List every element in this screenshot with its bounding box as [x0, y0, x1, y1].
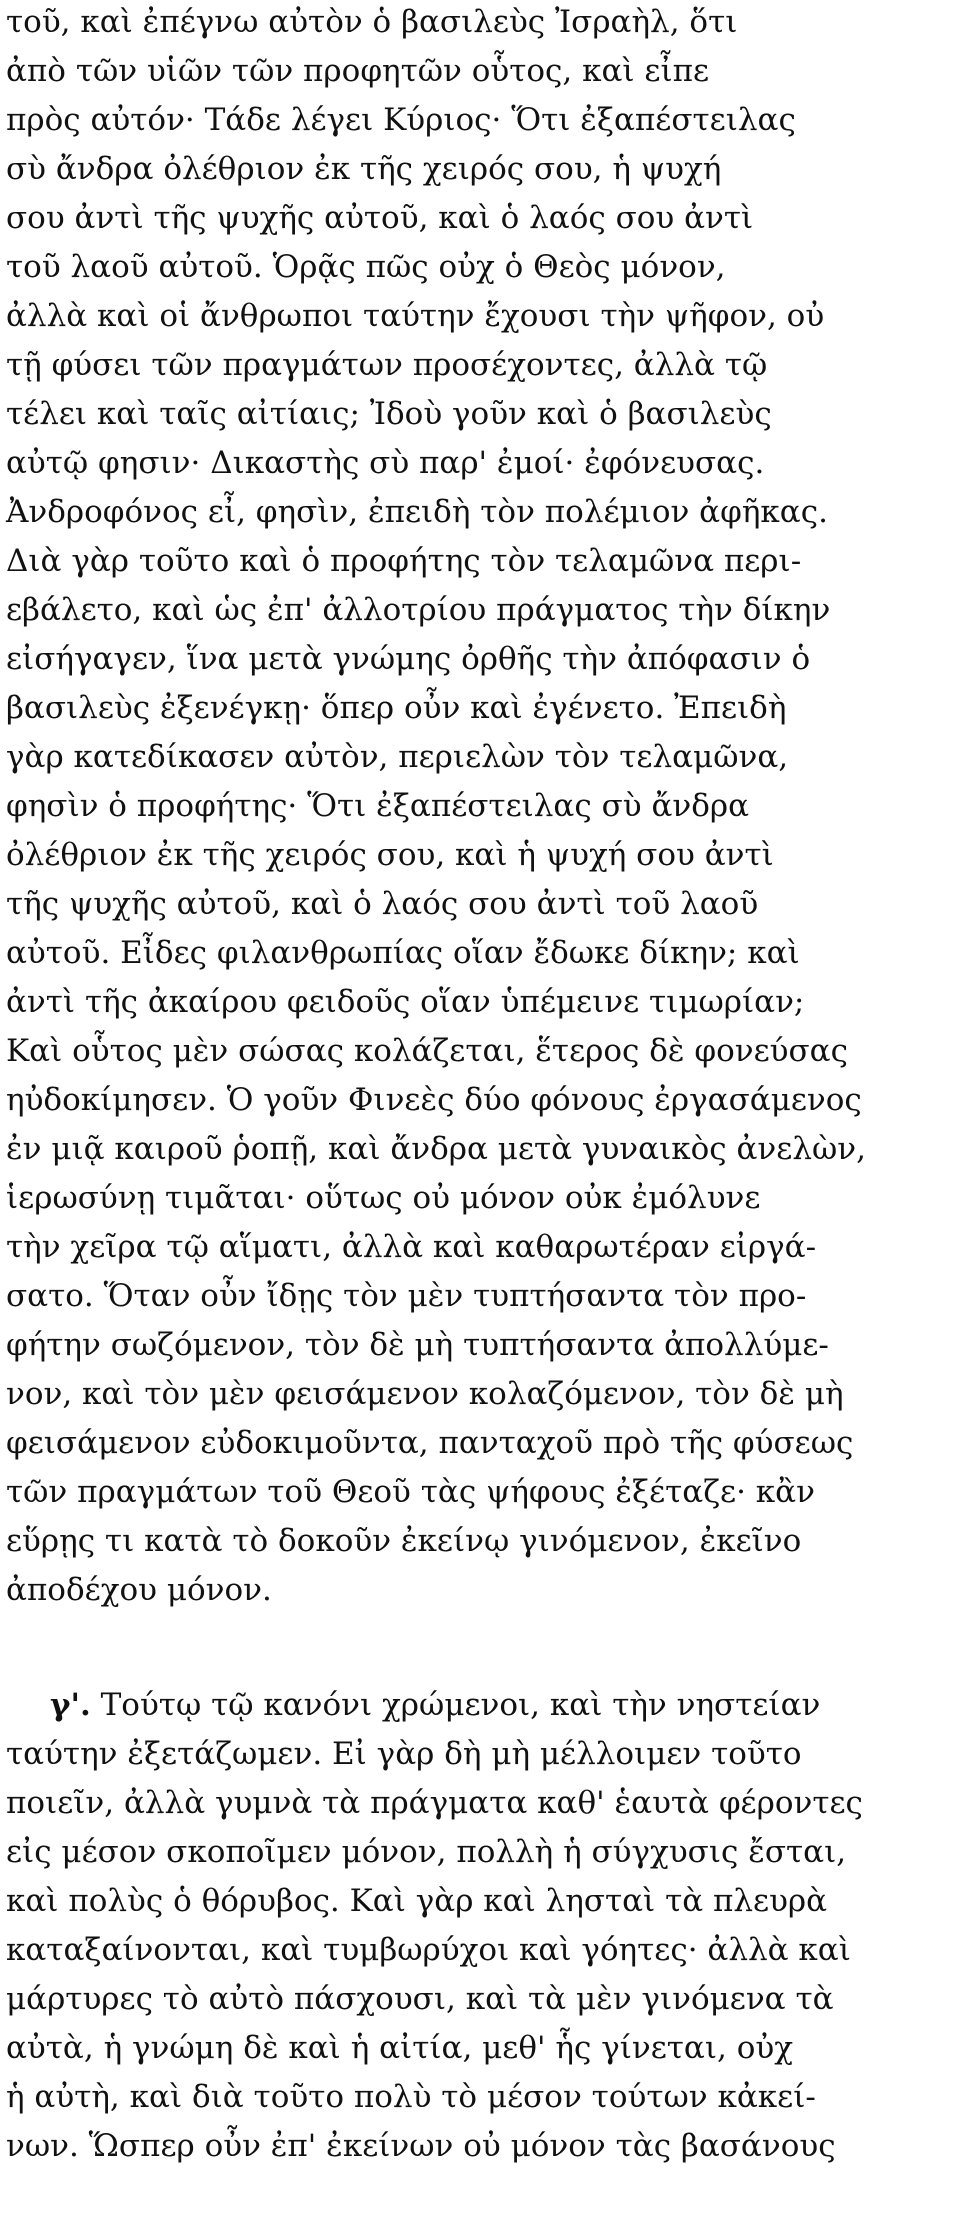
text-line: Καὶ οὗτος μὲν σώσας κολάζεται, ἕτερος δὲ φονεύσας [6, 1033, 848, 1069]
text-line: εβάλετο, καὶ ὡς ἐπ' ἀλλοτρίου πράγματος τὴν δίκην [6, 592, 831, 628]
text-line: εἰς μέσον σκοποῖμεν μόνον, πολλὴ ἡ σύγχυσις ἔσται, [6, 1834, 847, 1870]
text-line: μάρτυρες τὸ αὐτὸ πάσχουσι, καὶ τὰ μὲν γινόμενα τὰ [6, 1981, 834, 2017]
text-line: γὰρ κατεδίκασεν αὐτὸν, περιελὼν τὸν τελαμῶνα, [6, 739, 789, 775]
text-span: Τούτῳ τῷ κανόνι χρώμενοι, καὶ τὴν νηστείαν [90, 1687, 821, 1723]
text-line: ἐν μιᾷ καιροῦ ῥοπῇ, καὶ ἄνδρα μετὰ γυναικὸς ἀνελὼν, [6, 1131, 866, 1167]
text-line: ποιεῖν, ἀλλὰ γυμνὰ τὰ πράγματα καθ' ἑαυτὰ φέροντες [6, 1785, 863, 1821]
text-line: αὐτοῦ. Εἶδες φιλανθρωπίας οἵαν ἔδωκε δίκην; καὶ [6, 935, 800, 971]
text-line: αὐτὰ, ἡ γνώμη δὲ καὶ ἡ αἰτία, μεθ' ἧς γίνεται, οὐχ [6, 2030, 794, 2066]
text-line: ἀντὶ τῆς ἀκαίρου φειδοῦς οἵαν ὑπέμεινε τιμωρίαν; [6, 984, 805, 1020]
text-line: νων. Ὥσπερ οὖν ἐπ' ἐκείνων οὐ μόνον τὰς βασάνους [6, 2128, 836, 2164]
text-line: τὴν χεῖρα τῷ αἵματι, ἀλλὰ καὶ καθαρωτέραν εἰργά- [6, 1229, 817, 1265]
text-line: τῶν πραγμάτων τοῦ Θεοῦ τὰς ψήφους ἐξέταζε· κἂν [6, 1474, 815, 1510]
text-line: τοῦ λαοῦ αὐτοῦ. Ὁρᾷς πῶς οὐχ ὁ Θεὸς μόνον, [6, 249, 726, 285]
text-line: ταύτην ἐξετάζωμεν. Εἰ γὰρ δὴ μὴ μέλλοιμεν τοῦτο [6, 1736, 802, 1772]
text-line: φεισάμενον εὐδοκιμοῦντα, πανταχοῦ πρὸ τῆς φύσεως [6, 1425, 854, 1461]
text-line: ηὐδοκίμησεν. Ὁ γοῦν Φινεὲς δύο φόνους ἐργασάμενος [6, 1082, 862, 1118]
text-line: ἀπὸ τῶν υἱῶν τῶν προφητῶν οὗτος, καὶ εἶπε [6, 53, 710, 89]
text-line: Διὰ γὰρ τοῦτο καὶ ὁ προφήτης τὸν τελαμῶνα περι- [6, 543, 802, 579]
text-line: βασιλεὺς ἐξενέγκῃ· ὅπερ οὖν καὶ ἐγένετο. Ἐπειδὴ [6, 690, 787, 726]
text-line: πρὸς αὐτόν· Τάδε λέγει Κύριος· Ὅτι ἐξαπέστειλας [6, 102, 796, 138]
text-line: τῇ φύσει τῶν πραγμάτων προσέχοντες, ἀλλὰ τῷ [6, 347, 768, 383]
text-line: εἰσήγαγεν, ἵνα μετὰ γνώμης ὀρθῆς τὴν ἀπόφασιν ὁ [6, 641, 811, 677]
text-line: ὀλέθριον ἐκ τῆς χειρός σου, καὶ ἡ ψυχή σου ἀντὶ [6, 837, 774, 873]
text-line: καταξαίνονται, καὶ τυμβωρύχοι καὶ γόητες· ἀλλὰ καὶ [6, 1932, 851, 1968]
text-line: σου ἀντὶ τῆς ψυχῆς αὐτοῦ, καὶ ὁ λαός σου ἀντὶ [6, 200, 754, 236]
text-line: νον, καὶ τὸν μὲν φεισάμενον κολαζόμενον, τὸν δὲ μὴ [6, 1376, 844, 1412]
text-line: φήτην σωζόμενον, τὸν δὲ μὴ τυπτήσαντα ἀπολλύμε- [6, 1327, 829, 1363]
text-line: σατο. Ὅταν οὖν ἴδῃς τὸν μὲν τυπτήσαντα τὸν προ- [6, 1278, 807, 1314]
text-line: ἱερωσύνῃ τιμᾶται· οὕτως οὐ μόνον οὐκ ἐμόλυνε [6, 1180, 761, 1216]
text-line: φησὶν ὁ προφήτης· Ὅτι ἐξαπέστειλας σὺ ἄνδρα [6, 788, 750, 824]
section-first-line [50, 1685, 820, 1729]
text-line: ἀποδέχου μόνον. [6, 1572, 272, 1608]
section-number: γ'. [50, 1687, 91, 1723]
text-line: ἀλλὰ καὶ οἱ ἄνθρωποι ταύτην ἔχουσι τὴν ψῆφον, οὐ [6, 298, 825, 334]
text-line: εὕρῃς τι κατὰ τὸ δοκοῦν ἐκείνῳ γινόμενον, ἐκεῖνο [6, 1523, 802, 1559]
text-line: σὺ ἄνδρα ὀλέθριον ἐκ τῆς χειρός σου, ἡ ψυχή [6, 151, 722, 187]
text-line: αὐτῷ φησιν· Δικαστὴς σὺ παρ' ἐμοί· ἐφόνευσας. [6, 445, 765, 481]
text-line: Ἀνδροφόνος εἶ, φησὶν, ἐπειδὴ τὸν πολέμιον ἀφῆκας. [6, 494, 828, 530]
text-line: καὶ πολὺς ὁ θόρυβος. Καὶ γὰρ καὶ λησταὶ τὰ πλευρὰ [6, 1883, 828, 1919]
text-line: τῆς ψυχῆς αὐτοῦ, καὶ ὁ λαός σου ἀντὶ τοῦ λαοῦ [6, 886, 759, 922]
text-line: τέλει καὶ ταῖς αἰτίαις; Ἰδοὺ γοῦν καὶ ὁ βασιλεὺς [6, 396, 772, 432]
text-line: ἡ αὐτὴ, καὶ διὰ τοῦτο πολὺ τὸ μέσον τούτων κἀκεί- [6, 2079, 816, 2115]
text-line: τοῦ, καὶ ἐπέγνω αὐτὸν ὁ βασιλεὺς Ἰσραὴλ, ὅτι [6, 4, 738, 40]
